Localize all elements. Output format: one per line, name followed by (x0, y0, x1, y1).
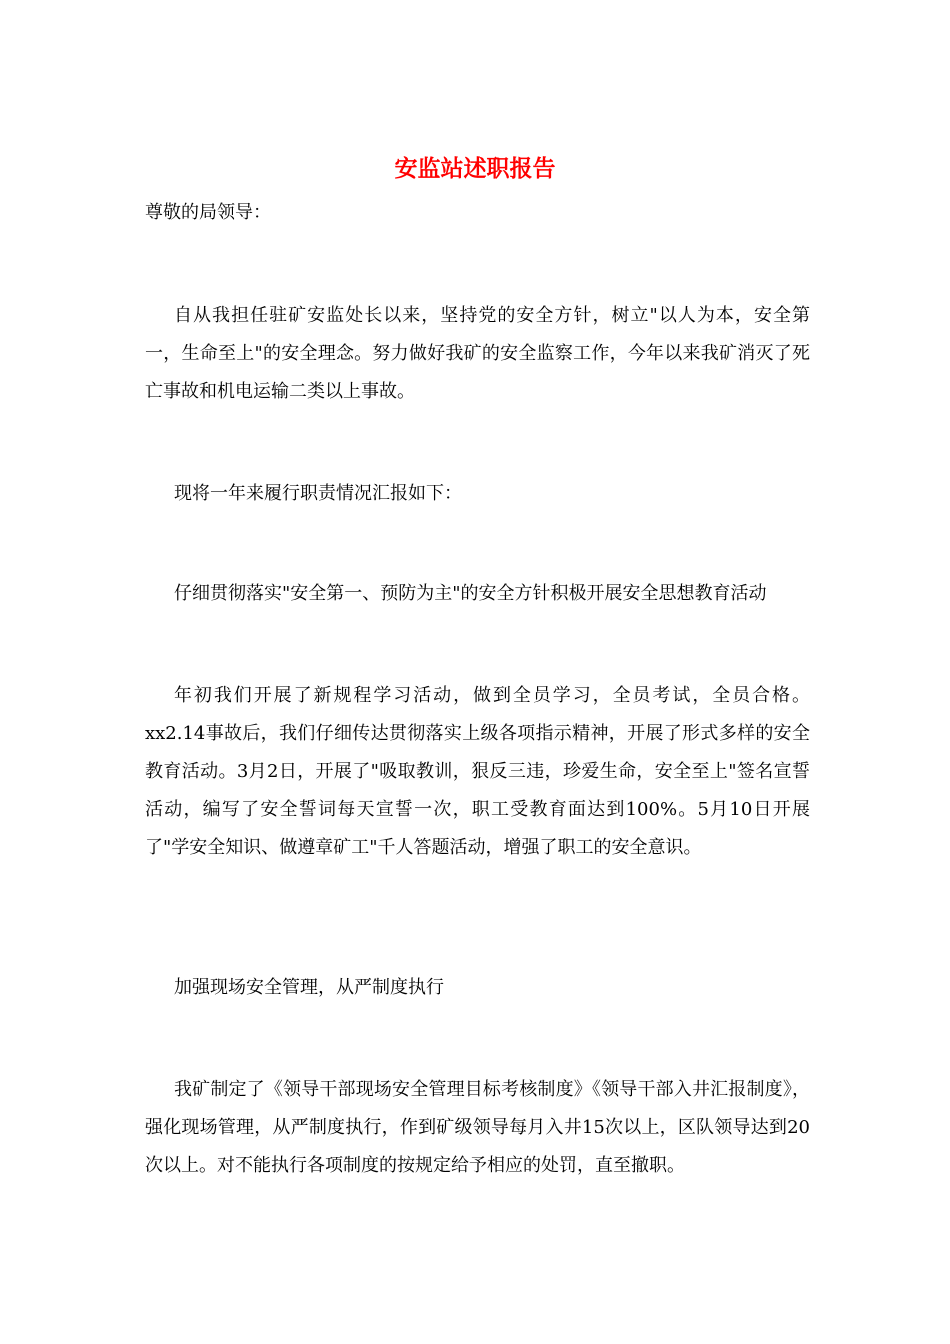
paragraph-intro: 自从我担任驻矿安监处长以来，坚持党的安全方针，树立"以人为本，安全第一，生命至上"的安全理念。努力做好我矿的安全监察工作，今年以来我矿消灭了死亡事故和机电运输二类以上事故。 (145, 305, 810, 402)
paragraph-report-lead: 现将一年来履行职责情况汇报如下： (174, 483, 462, 504)
section-heading-education: 仔细贯彻落实"安全第一、预防为主"的安全方针积极开展安全思想教育活动 (174, 583, 767, 604)
paragraph-site-management: 我矿制定了《领导干部现场安全管理目标考核制度》《领导干部入井汇报制度》，强化现场管理，从严制度执行，作到矿级领导每月入井15次以上，区队领导达到20次以上。对不能执行各项制度的按规定给予相应的处罚，直至撤职。 (145, 1079, 810, 1176)
paragraph-education-activities: 年初我们开展了新规程学习活动，做到全员学习，全员考试，全员合格。xx2.14事故后，我们仔细传达贯彻落实上级各项指示精神，开展了形式多样的安全教育活动。3月2日，开展了"吸取教训，狠反三违，珍爱生命，安全至上"签名宣誓活动，编写了安全誓词每天宣誓一次，职工受教育面达到100%。5月10日开展了"学安全知识、做遵章矿工"千人答题活动，增强了职工的安全意识。 (145, 685, 810, 858)
section-heading-site-management: 加强现场安全管理，从严制度执行 (174, 977, 444, 998)
salutation: 尊敬的局领导： (145, 202, 271, 223)
document-title: 安监站述职报告 (394, 155, 556, 182)
